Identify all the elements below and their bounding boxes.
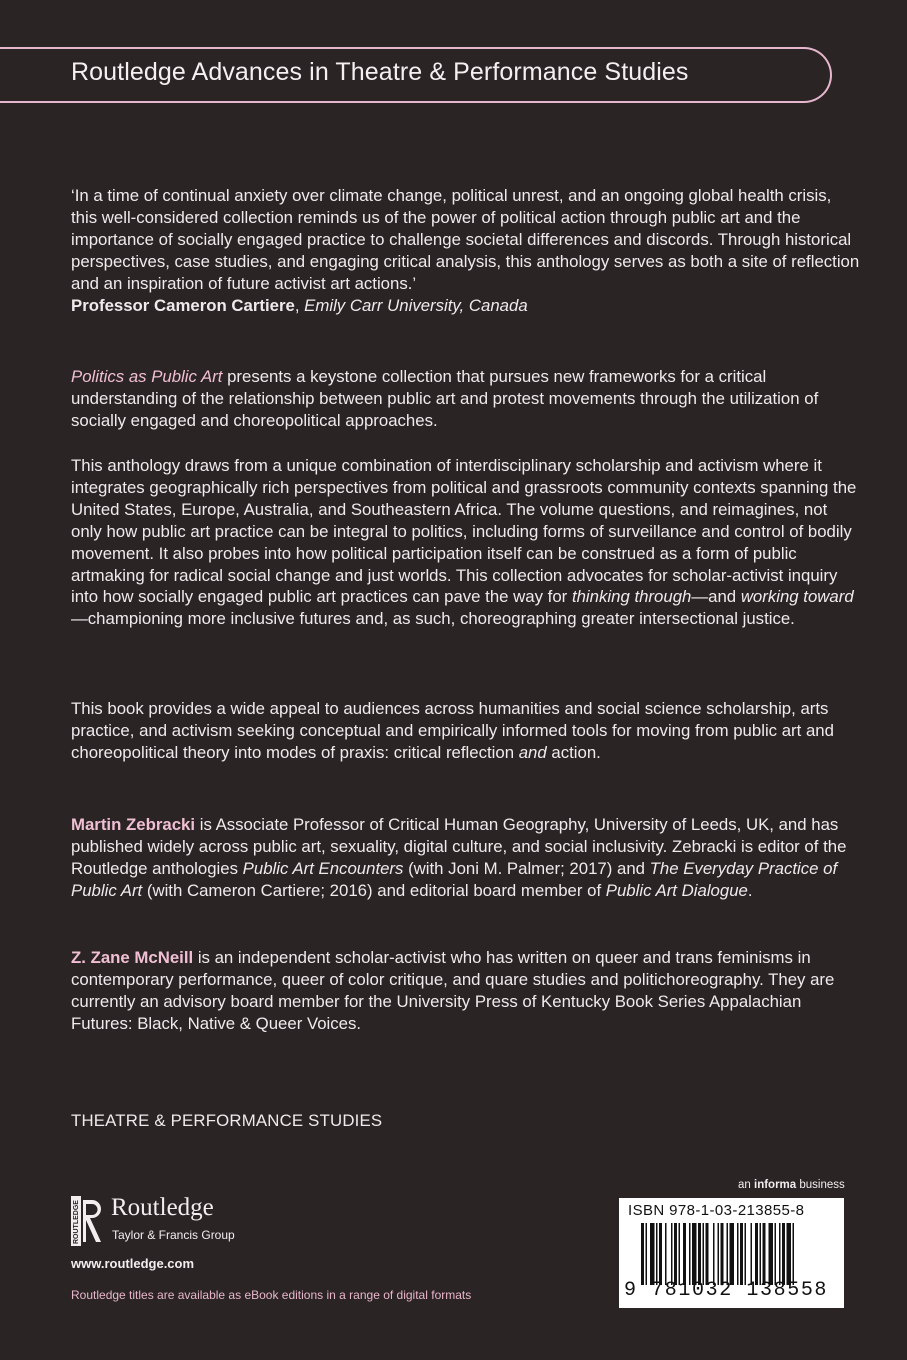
barcode-bar: [656, 1223, 658, 1285]
ebook-note: Routledge titles are available as eBook editions in a range of digital formats: [71, 1288, 472, 1302]
bio-name: Z. Zane McNeill: [71, 948, 194, 967]
barcode-bar: [730, 1223, 735, 1285]
bio-zane-mcneill: Z. Zane McNeill is an independent scholar-activist who has written on queer and trans feminisms in contemporary performance, queer of color critique, and quare studies and politichoreography. They are currently an advisory board member for the University Press of Kentucky Book Series Appalachian Futures: Black, Native & Queer Voices.: [71, 948, 835, 1033]
endorsement-quote: ‘In a time of continual anxiety over climate change, political unrest, and an ongoing global health crisis, this well-considered collection reminds us of the power of political action through public art and the importance of socially engaged practice to challenge societal differences and discords. Through historical perspectives, case studies, and engaging critical analysis, this anthology serves as both a site of reflection and an inspiration of future activist art actions.’: [71, 186, 860, 293]
barcode-bar: [755, 1223, 758, 1285]
barcode-bar: [683, 1223, 686, 1285]
barcode-bar: [671, 1223, 673, 1285]
barcode-bar: [793, 1223, 795, 1285]
barcode-bar: [659, 1223, 662, 1285]
routledge-logo-icon: [71, 1196, 103, 1246]
barcode-bar: [787, 1223, 792, 1285]
barcode-bar: [779, 1223, 781, 1285]
barcode-bar: [692, 1223, 697, 1285]
description-paragraph-3: This book provides a wide appeal to audiences across humanities and social science scholarship, arts practice, and activism seeking conceptual and empirically informed tools for moving from public art and choreopolitical theory into modes of praxis: critical reflection and action.: [71, 699, 834, 762]
description-paragraph-1: Politics as Public Art presents a keystone collection that pursues new frameworks for a critical understanding of the relationship between public art and protest movements through the utilization of socially engaged and choreopolitical approaches.: [71, 367, 819, 430]
endorsement-author: Professor Cameron Cartiere: [71, 295, 295, 315]
barcode-bar: [650, 1223, 655, 1285]
barcode-bar: [689, 1223, 691, 1285]
barcode-bar: [745, 1223, 747, 1285]
barcode-bar: [703, 1223, 705, 1285]
barcode-bar: [751, 1223, 753, 1285]
barcode-bar: [679, 1223, 681, 1285]
barcode-bar: [646, 1223, 648, 1285]
barcode-bar: [782, 1223, 785, 1285]
barcode-bar: [713, 1223, 715, 1285]
barcode-bar: [727, 1223, 729, 1285]
barcode-bar: [665, 1223, 667, 1285]
barcode-bar: [706, 1223, 709, 1285]
publisher-group: Taylor & Francis Group: [112, 1228, 235, 1242]
publisher-website[interactable]: www.routledge.com: [71, 1256, 195, 1271]
barcode-bar: [769, 1223, 774, 1285]
barcode-bar: [775, 1223, 777, 1285]
description-paragraph-2: This anthology draws from a unique combination of interdisciplinary scholarship and activism where it integrates geographically rich perspectives from political and grassroots community contexts spanning the United States, Europe, Australia, and Southeastern Africa. The volume questions, and reimagines, not only how public art practice can be integral to politics, including forms of surveillance and control of bodily movement. It also probes into how political participation itself can be construed as a form of public artmaking for radical social change and just worlds. This collection advocates for scholar-activist inquiry into how socially engaged public art practices can pave the way for thinking through—and working toward—championing more inclusive futures and, as such, choreographing greater intersectional justice.: [71, 456, 857, 629]
barcode-bar: [721, 1223, 724, 1285]
bio-name: Martin Zebracki: [71, 815, 196, 834]
endorsement: [71, 185, 861, 316]
barcode-digits: 9 781032 138558: [624, 1279, 829, 1302]
subject-category: THEATRE & PERFORMANCE STUDIES: [71, 1111, 383, 1130]
barcode-bar: [698, 1223, 701, 1285]
barcode-bar: [674, 1223, 677, 1285]
barcode-bar: [763, 1223, 766, 1285]
barcode-bar: [760, 1223, 762, 1285]
series-title: Routledge Advances in Theatre & Performance Studies: [71, 58, 689, 86]
endorsement-attribution: Professor Cameron Cartiere, Emily Carr University, Canada: [71, 295, 528, 315]
logo-vertical-mark: ROUTLEDGE: [73, 1200, 80, 1244]
barcode-bar: [740, 1223, 743, 1285]
barcode-bar: [641, 1223, 644, 1285]
barcode-bar: [718, 1223, 720, 1285]
barcode: [619, 1198, 844, 1308]
barcode-bars: [641, 1223, 837, 1285]
informa-tagline: an informa business: [738, 1179, 845, 1191]
book-title: Politics as Public Art: [71, 367, 223, 386]
barcode-bar: [737, 1223, 739, 1285]
endorsement-affiliation: Emily Carr University, Canada: [304, 295, 528, 315]
bio-martin-zebracki: Martin Zebracki is Associate Professor of Critical Human Geography, University of Leeds, UK, and has published widely across public art, sexuality, digital culture, and social inclusivity. Zebracki is editor of the Routledge anthologies Public Art Encounters (with Joni M. Palmer; 2017) and The Everyday Practice of Public Art (with Cameron Cartiere; 2016) and editorial board member of Public Art Dialogue.: [71, 815, 847, 900]
publisher-name: Routledge: [111, 1194, 214, 1221]
isbn-text: ISBN 978-1-03-213855-8: [628, 1202, 805, 1219]
